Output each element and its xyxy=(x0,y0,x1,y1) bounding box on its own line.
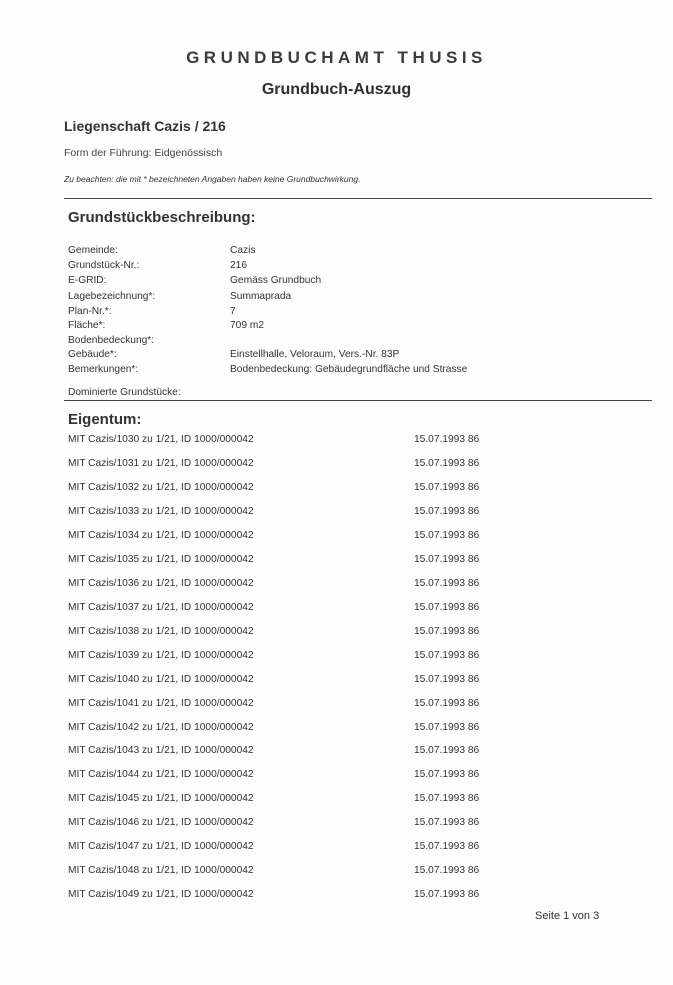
ownership-date: 15.07.1993 86 xyxy=(414,530,480,541)
ownership-date: 15.07.1993 86 xyxy=(414,722,480,733)
ownership-entry: MIT Cazis/1049 zu 1/21, ID 1000/000042 xyxy=(68,889,254,900)
desc-label: Bemerkungen*: xyxy=(68,364,139,375)
desc-value: Summaprada xyxy=(230,291,292,302)
desc-label: Gemeinde: xyxy=(68,245,118,256)
ownership-date: 15.07.1993 86 xyxy=(414,817,480,828)
ownership-entry: MIT Cazis/1048 zu 1/21, ID 1000/000042 xyxy=(68,865,254,876)
divider xyxy=(64,198,652,199)
desc-value: Cazis xyxy=(230,245,256,256)
ownership-entry: MIT Cazis/1033 zu 1/21, ID 1000/000042 xyxy=(68,506,254,517)
document-title: Grundbuch-Auszug xyxy=(261,81,412,98)
desc-value: Bodenbedeckung: Gebäudegrundfläche und Strasse xyxy=(230,364,468,375)
property-title: Liegenschaft Cazis / 216 xyxy=(64,118,226,134)
ownership-date: 15.07.1993 86 xyxy=(414,889,480,900)
desc-label: Grundstück-Nr.: xyxy=(68,260,140,271)
ownership-date: 15.07.1993 86 xyxy=(414,458,480,469)
ownership-date: 15.07.1993 86 xyxy=(414,626,480,637)
ownership-entry: MIT Cazis/1031 zu 1/21, ID 1000/000042 xyxy=(68,458,254,469)
ownership-date: 15.07.1993 86 xyxy=(414,674,480,685)
ownership-entry: MIT Cazis/1047 zu 1/21, ID 1000/000042 xyxy=(68,841,254,852)
ownership-date: 15.07.1993 86 xyxy=(414,482,480,493)
desc-value: Einstellhalle, Veloraum, Vers.-Nr. 83P xyxy=(230,349,400,360)
divider xyxy=(64,400,652,401)
ownership-entry: MIT Cazis/1041 zu 1/21, ID 1000/000042 xyxy=(68,698,254,709)
ownership-entry: MIT Cazis/1046 zu 1/21, ID 1000/000042 xyxy=(68,817,254,828)
ownership-date: 15.07.1993 86 xyxy=(414,841,480,852)
ownership-entry: MIT Cazis/1045 zu 1/21, ID 1000/000042 xyxy=(68,793,254,804)
legal-note: Zu beachten: die mit * bezeichneten Angaben haben keine Grundbuchwirkung. xyxy=(64,174,361,184)
ownership-heading: Eigentum: xyxy=(68,411,142,428)
desc-value: Gemäss Grundbuch xyxy=(230,275,322,286)
ownership-date: 15.07.1993 86 xyxy=(414,578,480,589)
ownership-date: 15.07.1993 86 xyxy=(414,769,480,780)
ownership-entry: MIT Cazis/1044 zu 1/21, ID 1000/000042 xyxy=(68,769,254,780)
desc-label: Fläche*: xyxy=(68,320,106,331)
ownership-entry: MIT Cazis/1030 zu 1/21, ID 1000/000042 xyxy=(68,434,254,445)
dominant-parcels-label: Dominierte Grundstücke: xyxy=(68,387,181,398)
ownership-entry: MIT Cazis/1038 zu 1/21, ID 1000/000042 xyxy=(68,626,254,637)
desc-label: Bodenbedeckung*: xyxy=(68,335,155,346)
ownership-date: 15.07.1993 86 xyxy=(414,602,480,613)
desc-value: 709 m2 xyxy=(230,320,264,331)
ownership-date: 15.07.1993 86 xyxy=(414,506,480,517)
ownership-date: 15.07.1993 86 xyxy=(414,434,480,445)
ownership-entry: MIT Cazis/1042 zu 1/21, ID 1000/000042 xyxy=(68,722,254,733)
desc-value: 7 xyxy=(230,306,236,317)
ownership-entry: MIT Cazis/1037 zu 1/21, ID 1000/000042 xyxy=(68,602,254,613)
desc-label: E-GRID: xyxy=(68,275,107,286)
ownership-date: 15.07.1993 86 xyxy=(414,698,480,709)
ownership-date: 15.07.1993 86 xyxy=(414,554,480,565)
ownership-date: 15.07.1993 86 xyxy=(414,650,480,661)
ownership-entry: MIT Cazis/1035 zu 1/21, ID 1000/000042 xyxy=(68,554,254,565)
ownership-date: 15.07.1993 86 xyxy=(414,793,480,804)
ownership-entry: MIT Cazis/1040 zu 1/21, ID 1000/000042 xyxy=(68,674,254,685)
desc-value: 216 xyxy=(230,260,247,271)
ownership-entry: MIT Cazis/1032 zu 1/21, ID 1000/000042 xyxy=(68,482,254,493)
office-name: GRUNDBUCHAMT THUSIS xyxy=(186,48,487,67)
desc-label: Plan-Nr.*: xyxy=(68,306,112,317)
form-of-management: Form der Führung: Eidgenössisch xyxy=(64,147,223,159)
desc-label: Gebäude*: xyxy=(68,349,117,360)
description-heading: Grundstückbeschreibung: xyxy=(68,209,256,226)
page-number: Seite 1 von 3 xyxy=(535,910,600,922)
ownership-date: 15.07.1993 86 xyxy=(414,745,480,756)
ownership-date: 15.07.1993 86 xyxy=(414,865,480,876)
ownership-entry: MIT Cazis/1043 zu 1/21, ID 1000/000042 xyxy=(68,745,254,756)
ownership-entry: MIT Cazis/1039 zu 1/21, ID 1000/000042 xyxy=(68,650,254,661)
ownership-entry: MIT Cazis/1034 zu 1/21, ID 1000/000042 xyxy=(68,530,254,541)
ownership-entry: MIT Cazis/1036 zu 1/21, ID 1000/000042 xyxy=(68,578,254,589)
desc-label: Lagebezeichnung*: xyxy=(68,291,156,302)
